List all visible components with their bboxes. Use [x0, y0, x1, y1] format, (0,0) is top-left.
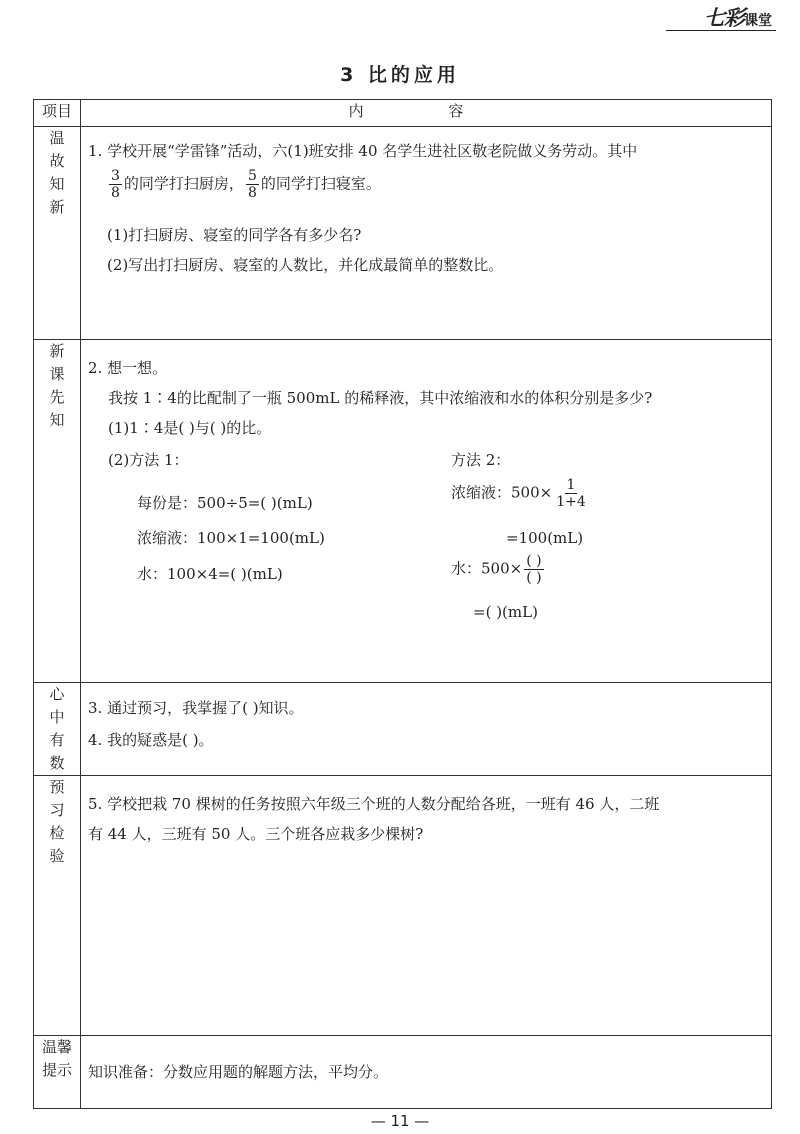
question-1-line1: 1. 学校开展“学雷锋”活动，六(1)班安排 40 名学生进社区敬老院做义务劳动。其中 [88, 142, 638, 160]
section-new-lesson [81, 340, 772, 683]
header-content: 内 容 [81, 100, 772, 127]
section-check [81, 776, 772, 1036]
section-review [81, 127, 772, 340]
fraction-3-8: $\frac{3}{8}$ [111, 168, 120, 201]
section-tips [81, 1036, 772, 1109]
question-2: 2. 想一想。 [88, 359, 168, 377]
method-1-step2: 浓缩液：100×1=100(mL) [137, 529, 325, 547]
method-2-step3: 水：500× $\frac{( )}{( )}$ [451, 553, 542, 586]
method-1-step3: 水：100×4=( )(mL) [137, 565, 283, 583]
section-label-check: 预习检验 [34, 776, 81, 1036]
page-number: — 11 — [370, 1112, 430, 1130]
fraction-blank: $\frac{( )}{( )}$ [526, 553, 542, 586]
section-label-review: 温故知新 [34, 127, 81, 340]
section-reflection [81, 683, 772, 776]
method-2-step1: 浓缩液：500× $\frac{1}{1+4}$ [451, 477, 586, 510]
question-2-part1: (1)1∶4是( )与( )的比。 [108, 419, 272, 437]
method-1-heading: (2)方法 1： [108, 451, 189, 469]
brand-logo [704, 2, 772, 32]
question-4: 4. 我的疑惑是( )。 [88, 731, 214, 749]
method-2-step2: =100(mL) [506, 529, 584, 547]
logo-mark: 七彩 [704, 6, 744, 30]
question-3: 3. 通过预习，我掌握了( )知识。 [88, 699, 304, 717]
fraction-1-over-5: $\frac{1}{1+4}$ [556, 477, 586, 510]
section-label-reflection: 心中有数 [34, 683, 81, 776]
question-1-line2: $\frac{3}{8}$ 的同学打扫厨房， $\frac{5}{8}$ 的同学打扫寝室。 [111, 168, 381, 201]
method-2-heading: 方法 2： [451, 451, 511, 469]
section-label-tips: 温馨提示 [34, 1036, 81, 1109]
sub-question-1: (1)打扫厨房、寝室的同学各有多少名? [107, 226, 362, 244]
tips-text: 知识准备：分数应用题的解题方法，平均分。 [88, 1063, 389, 1081]
header-item: 项目 [34, 100, 81, 127]
worksheet-table [33, 99, 772, 1109]
page-title: 3 比的应用 [340, 64, 460, 86]
question-2-text: 我按 1∶4的比配制了一瓶 500mL 的稀释液，其中浓缩液和水的体积分别是多少? [108, 389, 653, 407]
method-1-step1: 每份是：500÷5=( )(mL) [137, 494, 313, 512]
logo-text: 课堂 [744, 13, 772, 29]
question-5-line1: 5. 学校把栽 70 棵树的任务按照六年级三个班的人数分配给各班，一班有 46 人，二班 [88, 795, 660, 813]
logo-underline [666, 30, 776, 31]
fraction-5-8: $\frac{5}{8}$ [247, 168, 257, 201]
sub-question-2: (2)写出打扫厨房、寝室的人数比，并化成最简单的整数比。 [107, 256, 504, 274]
section-label-new-lesson: 新课先知 [34, 340, 81, 683]
method-2-step4: =( )(mL) [473, 603, 538, 621]
question-5-line2: 有 44 人，三班有 50 人。三个班各应栽多少棵树? [88, 825, 424, 843]
